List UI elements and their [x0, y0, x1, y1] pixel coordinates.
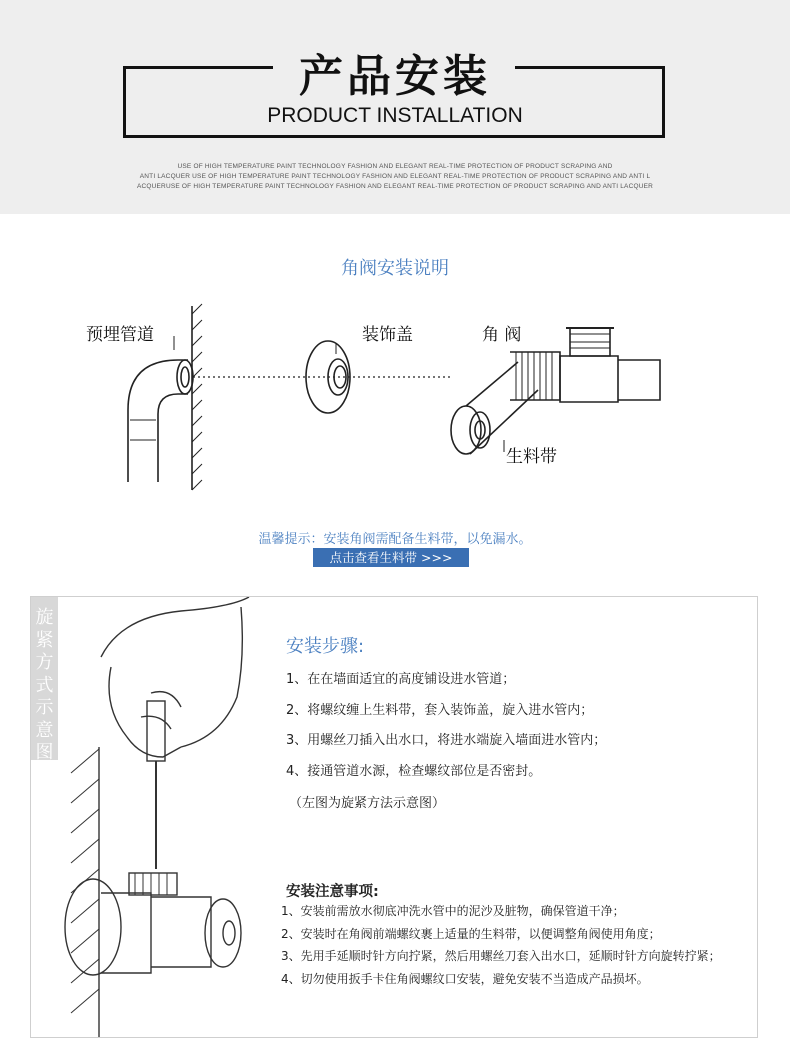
notes-title: 安装注意事项: [286, 884, 379, 900]
label-pipe: 预埋管道 [86, 325, 154, 345]
title-cn: 产品安装 [299, 51, 491, 102]
side-tab-label: 旋紧方式示意图 [31, 597, 58, 760]
steps-title: 安装步骤: [286, 636, 365, 657]
tightening-illustration-svg [31, 597, 281, 1037]
pipe-mouth [177, 360, 193, 394]
notice-item: 4、切勿使用扳手卡住角阀螺纹口安装，避免安装不当造成产品损坏。 [281, 972, 649, 986]
pipe-inner [158, 394, 188, 482]
illustration-note: （左图为旋紧方法示意图） [289, 796, 446, 811]
tagline-1: USE OF HIGH TEMPERATURE PAINT TECHNOLOGY FASHION AND ELEGANT REAL-TIME PROTECTION OF PRODUCT SCRAPING AND [177, 163, 613, 170]
installation-diagram [70, 290, 690, 500]
step-item: 1、在在墙面适宜的高度铺设进水管道； [286, 672, 516, 687]
label-cover: 装饰盖 [362, 325, 413, 345]
tightening-illustration [31, 597, 281, 1037]
notice-item: 3、先用手延顺时针方向拧紧，然后用螺丝刀套入出水口，延顺时针方向旋转拧紧； [281, 949, 721, 963]
tagline-3: ACQUERUSE OF HIGH TEMPERATURE PAINT TECHNOLOGY FASHION AND ELEGANT REAL-TIME PROTECTION OF PRODUCT SCRAPING AND ANTI LACQUER [136, 183, 654, 190]
step-item: 2、将螺纹缠上生料带，套入装饰盖，旋入进水管内； [286, 703, 594, 718]
hand-palm [109, 667, 181, 757]
wall-hatch [192, 304, 202, 490]
step-item: 4、接通管道水源，检查螺纹部位是否密封。 [286, 764, 542, 779]
view-tape-button[interactable]: 点击查看生料带 >>> [313, 548, 469, 567]
guide-title: 角阀安装说明 [341, 258, 449, 279]
valve-outlet [618, 360, 660, 400]
step-item: 3、用螺丝刀插入出水口，将进水端旋入墙面进水管内； [286, 733, 607, 748]
screwdriver-handle [147, 701, 165, 761]
label-tape: 生料带 [506, 447, 557, 467]
tip-text: 温馨提示：安装角阀需配备生料带，以免漏水。 [258, 532, 532, 547]
title-en: PRODUCT INSTALLATION [267, 104, 523, 127]
tagline-2: ANTI LACQUER USE OF HIGH TEMPERATURE PAINT TECHNOLOGY FASHION AND ELEGANT REAL-TIME PROTECTION OF PRODUCT SCRAPING AND ANTI L [139, 173, 651, 180]
hand-arm [101, 597, 249, 657]
tape-strip [466, 362, 538, 454]
label-valve: 角 阀 [482, 325, 522, 345]
notice-item: 1、安装前需放水彻底冲洗水管中的泥沙及脏物，确保管道干净； [281, 904, 625, 918]
valve-body [560, 356, 618, 402]
notice-item: 2、安装时在角阀前端螺纹裹上适量的生料带，以便调整角阀使用角度； [281, 927, 661, 941]
valve-top [129, 873, 177, 895]
